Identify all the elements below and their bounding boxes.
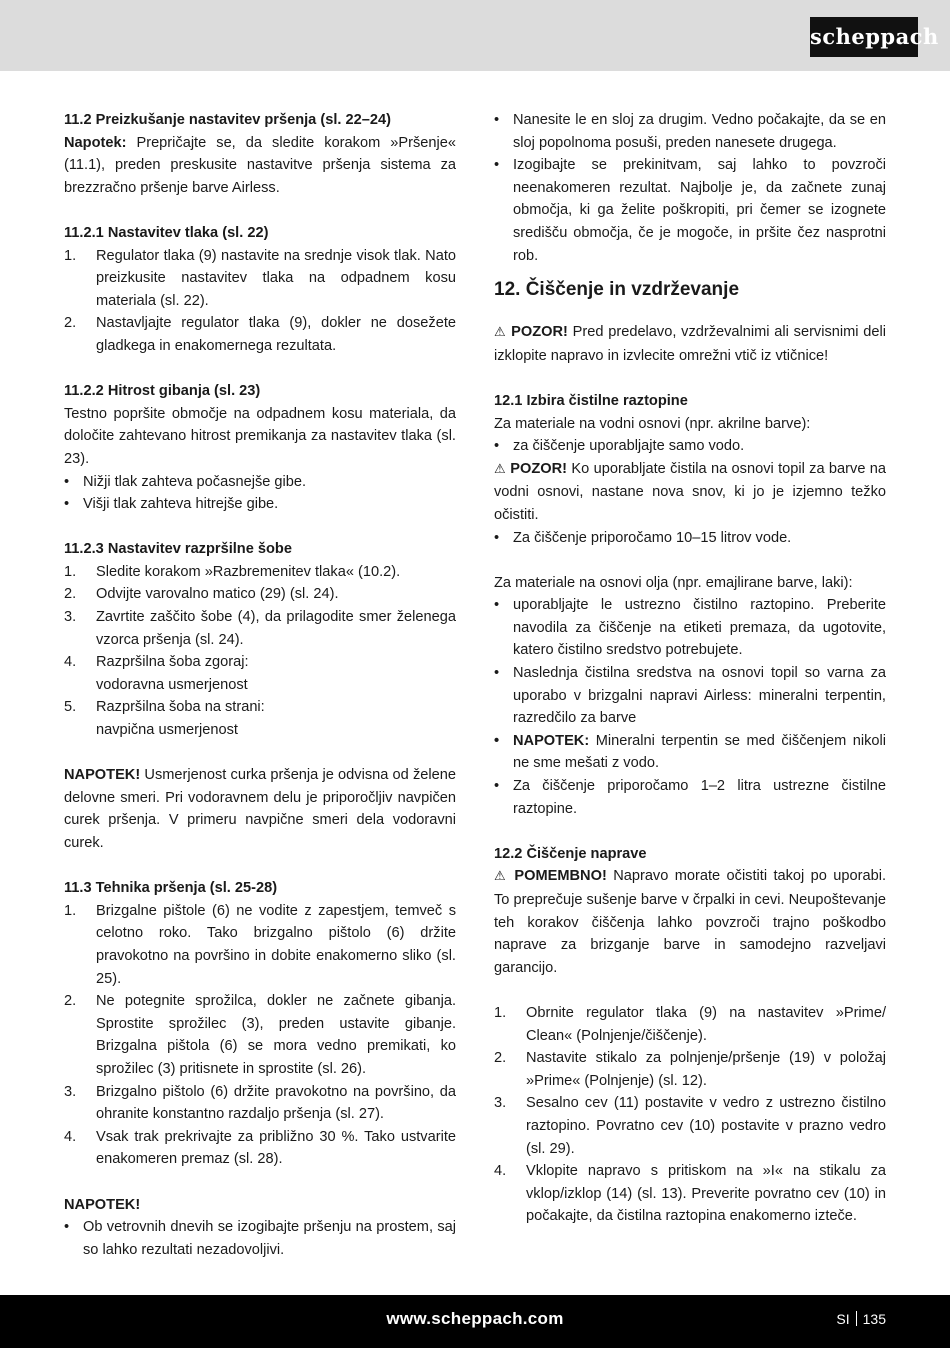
- section-11-2-title: 11.2 Preizkušanje nastavitev pršenja (sl. 22–24): [64, 112, 391, 128]
- bullet-text: za čiščenje uporabljajte samo vodo.: [513, 438, 745, 455]
- list-item: [64, 990, 456, 1080]
- list-text: Sesalno cev (11) postavite v vedro z ustrezno čistilno raztopino. Povratno cev (10) postavite v prazno vedro (sl. 29).: [526, 1095, 886, 1157]
- bullet-text: Nanesite le en sloj za drugim. Vedno počakajte, da se en sloj popolnoma posuši, preden nanesete drugega.: [513, 112, 886, 151]
- list-number: 3.: [494, 1095, 507, 1112]
- bullet-text: Naslednja čistilna sredstva na osnovi topil so varna za uporabo v brizgalni napravi Airless: mineralni terpentin, razredčilo za barve: [513, 665, 886, 727]
- bullet-item: [494, 154, 886, 267]
- list-item: [64, 1081, 456, 1126]
- note-label: Napotek:: [64, 134, 127, 151]
- section-11-2-3-title: 11.2.3 Nastavitev razpršilne šobe: [64, 541, 292, 558]
- bullet-item: [494, 775, 886, 820]
- bullet-icon: •: [64, 496, 70, 513]
- scheppach-logo: scheppach: [810, 17, 918, 57]
- warning-text: Napravo morate očistiti takoj po uporabi. To preprečuje sušenje barve v črpalki in cevi. Neupoštevanje teh korakov čiščenja lahko povzroči trajno poškodbo naprave za brizganje barve in samodejno razveljavi garancijo.: [494, 868, 886, 976]
- list-text: Regulator tlaka (9) nastavite na srednje visok tlak. Nato preizkusite nastavitev tlaka na odpadnem kosu materiala (sl. 22).: [96, 247, 456, 309]
- list-text: Vsak trak prekrivajte za približno 30 %. Tako ustvarite enakomeren premaz (sl. 28).: [96, 1128, 456, 1168]
- bullet-item: [64, 1216, 456, 1261]
- list-number: 2.: [494, 1050, 507, 1067]
- bullet-item: [494, 109, 886, 154]
- section-12-1-title: 12.1 Izbira čistilne raztopine: [494, 392, 688, 409]
- note-label: NAPOTEK:: [513, 732, 590, 749]
- list-text: Nastavite stikalo za polnjenje/pršenje (19) v položaj »Prime« (Polnjenje) (sl. 12).: [526, 1050, 886, 1089]
- warning-text: Ko uporabljate čistila na osnovi topil za barve na vodni osnovi, nastane nova snov, ki jo je izjemno težko očistiti.: [494, 460, 887, 523]
- section-11-2-3-note: [64, 764, 456, 854]
- warning-icon: ⚠: [494, 869, 508, 885]
- list-text: Obrnite regulator tlaka (9) na nastavitev »Prime/ Clean« (Polnjenje/čiščenje).: [526, 1004, 886, 1044]
- left-column: [64, 109, 456, 1261]
- list-text-line: Razpršilna šoba na strani:: [96, 699, 265, 716]
- section-11-2-note: [64, 132, 456, 200]
- header-band: [0, 0, 950, 71]
- bullet-icon: •: [494, 732, 500, 749]
- list-number: 1.: [64, 902, 77, 919]
- bullet-item: [64, 471, 456, 494]
- list-number: 2.: [64, 993, 77, 1010]
- warning-label: POMEMBNO!: [514, 868, 607, 885]
- bullet-icon: •: [64, 1219, 70, 1236]
- list-number: 1.: [64, 247, 77, 264]
- list-item: [494, 1160, 886, 1228]
- list-text: Odvijte varovalno matico (29) (sl. 24).: [96, 586, 339, 603]
- bullet-text: Višji tlak zahteva hitrejše gibe.: [83, 496, 279, 513]
- list-item: [64, 1126, 456, 1171]
- list-item: [494, 1002, 886, 1047]
- section-12-2-title: 12.2 Čiščenje naprave: [494, 845, 647, 862]
- list-item: [64, 245, 456, 313]
- section-11-2-2-text: Testno popršite območje na odpadnem kosu materiala, da določite zahtevano hitrost premikanja za nastavitev tlaka (sl. 23).: [64, 405, 456, 467]
- list-number: 1.: [64, 563, 77, 580]
- section-11-3-note-label: NAPOTEK!: [64, 1196, 141, 1213]
- footer-divider: [856, 1311, 857, 1326]
- bullet-item: [494, 527, 886, 550]
- list-text-line: navpična usmerjenost: [96, 722, 238, 739]
- footer-page-number: [836, 1295, 886, 1343]
- list-text: Sledite korakom »Razbremenitev tlaka« (10.2).: [96, 563, 401, 580]
- list-text: [96, 696, 456, 741]
- section-11-2-2-title: 11.2.2 Hitrost gibanja (sl. 23): [64, 383, 261, 400]
- section-11-2-1-title: 11.2.1 Nastavitev tlaka (sl. 22): [64, 224, 269, 241]
- bullet-text: Nižji tlak zahteva počasnejše gibe.: [83, 473, 307, 490]
- note-text: Mineralni terpentin se med čiščenjem nikoli ne sme mešati z vodo.: [513, 732, 886, 772]
- warning-label: POZOR!: [510, 460, 568, 477]
- bullet-icon: •: [494, 438, 500, 455]
- note-text: Usmerjenost curka pršenja je odvisna od želene delovne smeri. Pri vodoravnem delu je priporočljiv navpičen curek pršenja. V primeru navpične smeri dela vodoravni curek.: [64, 767, 456, 851]
- list-text: Vklopite napravo s pritiskom na »I« na stikalu za vklop/izklop (14) (sl. 13). Preverite povratno cev (10) in počakajte, da čistilna raztopina enakomerno izteče.: [526, 1163, 886, 1225]
- list-number: 2.: [64, 586, 77, 603]
- footer-bar: [0, 1295, 950, 1348]
- bullet-item: [64, 493, 456, 516]
- list-text: Ne potegnite sprožilca, dokler ne začnete gibanja. Sprostite sprožilec (3), preden ustavite gibanje. Brizgalna pištola (6) se mora vedno premikati, ko sprožilec (3) pritisnete in sprostite (sl. 26).: [96, 993, 456, 1077]
- section-12-title: 12. Čiščenje in vzdrževanje: [494, 279, 740, 301]
- list-item: [494, 1092, 886, 1160]
- list-number: 5.: [64, 699, 77, 716]
- list-number: 4.: [64, 1128, 77, 1145]
- footer-website-link[interactable]: www.scheppach.com: [386, 1309, 564, 1328]
- list-text: [96, 651, 456, 696]
- list-item: [64, 583, 456, 606]
- warning-label: POZOR!: [511, 324, 568, 341]
- list-number: 4.: [64, 654, 77, 671]
- list-item: [64, 606, 456, 651]
- footer-language: SI: [836, 1311, 850, 1327]
- bullet-icon: •: [494, 665, 500, 682]
- bullet-item: [494, 594, 886, 662]
- bullet-item: [494, 662, 886, 730]
- bullet-text: Ob vetrovnih dnevih se izogibajte pršenju na prostem, saj so lahko rezultati nezadovoljivi.: [83, 1219, 456, 1258]
- list-item: [64, 900, 456, 990]
- list-item: [494, 1047, 886, 1092]
- note-text: Prepričajte se, da sledite korakom »Pršenje« (11.1), preden preskusite nastavitve pršenja sistema za brezzračno pršenje barve Airless.: [64, 134, 456, 196]
- list-number: 2.: [64, 315, 77, 332]
- list-item: [64, 312, 456, 357]
- list-number: 3.: [64, 1083, 77, 1100]
- list-number: 1.: [494, 1004, 507, 1021]
- list-text: Zavrtite zaščito šobe (4), da prilagodite smer želenega vzorca pršenja (sl. 24).: [96, 609, 456, 648]
- bullet-item: [494, 435, 886, 458]
- bullet-icon: •: [494, 529, 500, 546]
- list-text: Brizgalno pištolo (6) držite pravokotno na površino, da ohranite konstantno razdaljo pršenja (sl. 27).: [96, 1083, 456, 1123]
- bullet-text: [513, 730, 886, 775]
- bullet-icon: •: [64, 473, 70, 490]
- list-text-line: Razpršilna šoba zgoraj:: [96, 654, 249, 671]
- footer-page: 135: [862, 1311, 886, 1327]
- section-12-1-warning: [494, 458, 886, 527]
- note-label: NAPOTEK!: [64, 767, 141, 784]
- warning-icon: ⚠: [494, 325, 507, 341]
- warning-text: Pred predelavo, vzdrževalnimi ali servisnimi deli izklopite napravo in izvlecite omrežni vtič iz vtičnice!: [494, 324, 886, 364]
- list-number: 3.: [64, 609, 77, 626]
- water-intro: Za materiale na vodni osnovi (npr. akrilne barve):: [494, 415, 811, 432]
- bullet-icon: •: [494, 597, 500, 614]
- right-column: [494, 109, 886, 1228]
- bullet-text: Za čiščenje priporočamo 1–2 litra ustrezne čistilne raztopine.: [513, 778, 886, 817]
- bullet-text: Izogibajte se prekinitvam, saj lahko to povzroči neenakomeren rezultat. Najbolje je, da začnete zunaj območja, ki ga želite poškropiti, pri čemer se izognete središču območja, če je mogoče, in pršite čez nasprotni rob.: [513, 157, 886, 264]
- section-11-3-title: 11.3 Tehnika pršenja (sl. 25-28): [64, 880, 278, 897]
- oil-intro: Za materiale na osnovi olja (npr. emajlirane barve, laki):: [494, 574, 853, 591]
- bullet-icon: •: [494, 778, 500, 795]
- section-12-warning: [494, 321, 886, 367]
- list-item: [64, 651, 456, 696]
- list-text: Brizgalne pištole (6) ne vodite z zapestjem, temveč s celotno roko. Tako brizgalno pištolo (6) držite pravokotno na površino in dobite enakomerno sliko (sl. 25).: [96, 902, 456, 987]
- list-number: 4.: [494, 1163, 507, 1180]
- list-item: [64, 696, 456, 741]
- bullet-icon: •: [494, 112, 500, 128]
- list-item: [64, 561, 456, 584]
- bullet-item: [494, 730, 886, 775]
- list-text: Nastavljajte regulator tlaka (9), dokler ne dosežete gladkega in enakomernega rezultata.: [96, 315, 456, 354]
- bullet-icon: •: [494, 157, 500, 174]
- section-12-2-warning: [494, 865, 886, 979]
- warning-icon: ⚠: [494, 461, 506, 477]
- bullet-text: Za čiščenje priporočamo 10–15 litrov vode.: [513, 529, 792, 546]
- bullet-text: uporabljajte le ustrezno čistilno raztopino. Preberite navodila za čiščenje na etiketi premaza, da ugotovite, katero čistilno sredstvo potrebujete.: [513, 597, 886, 659]
- list-text-line: vodoravna usmerjenost: [96, 676, 248, 693]
